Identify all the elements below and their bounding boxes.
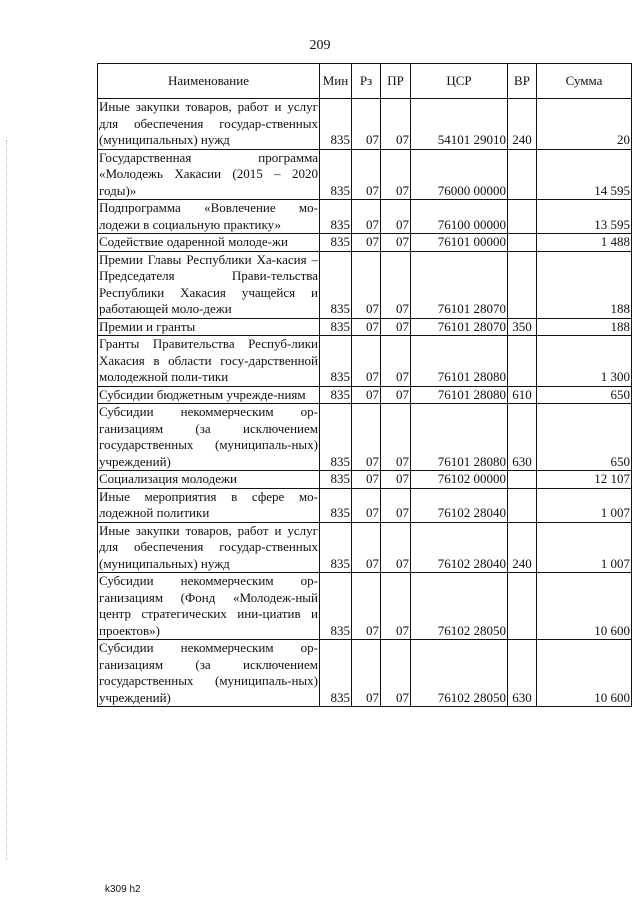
- cell-min: 835: [320, 573, 352, 640]
- cell-name: Иные мероприятия в сфере мо-лодежной политики: [99, 488, 318, 520]
- cell-csr: 76102 28040: [411, 522, 508, 573]
- cell-sum: 20: [537, 99, 632, 150]
- header-pr: ПР: [381, 64, 411, 99]
- header-min: Мин: [320, 64, 352, 99]
- table-row: [98, 318, 632, 336]
- cell-sum: 188: [537, 318, 632, 336]
- cell-vr: [508, 488, 537, 522]
- cell-pr: 07: [381, 149, 411, 200]
- cell-min: 835: [320, 149, 352, 200]
- cell-vr: [508, 471, 537, 489]
- binding-margin-marks: [6, 140, 8, 860]
- table-row: [98, 336, 632, 387]
- cell-pr: 07: [381, 573, 411, 640]
- cell-min: 835: [320, 488, 352, 522]
- cell-vr: 240: [508, 99, 537, 150]
- cell-rz: 07: [352, 251, 381, 318]
- cell-min: 835: [320, 471, 352, 489]
- cell-vr: [508, 251, 537, 318]
- cell-pr: 07: [381, 336, 411, 387]
- table-row: [98, 251, 632, 318]
- cell-csr: 76000 00000: [411, 149, 508, 200]
- cell-name: Субсидии некоммерческим ор-ганизациям (за исключением государственных (муниципаль-ных) учреждений): [99, 404, 318, 469]
- cell-name: Субсидии бюджетным учрежде-ниям: [98, 386, 320, 404]
- cell-pr: 07: [381, 522, 411, 573]
- cell-sum: 12 107: [537, 471, 632, 489]
- header-csr: ЦСР: [411, 64, 508, 99]
- header-vr: ВР: [508, 64, 537, 99]
- cell-name: Социализация молодежи: [98, 471, 320, 489]
- cell-name: Премии Главы Республики Ха-касия – Председателя Прави-тельства Республики Хакасия учащейся и работающей моло-дежи: [99, 251, 318, 316]
- cell-csr: 76101 28080: [411, 386, 508, 404]
- cell-pr: 07: [381, 251, 411, 318]
- cell-sum: 1 007: [537, 522, 632, 573]
- cell-sum: 1 007: [537, 488, 632, 522]
- cell-vr: 610: [508, 386, 537, 404]
- cell-name: Премии и гранты: [98, 318, 320, 336]
- cell-name: Гранты Правительства Респуб-лики Хакасия в области госу-дарственной молодежной поли-тики: [99, 336, 318, 384]
- cell-sum: 14 595: [537, 149, 632, 200]
- cell-pr: 07: [381, 99, 411, 150]
- table-row: [98, 200, 632, 234]
- table-row: [98, 99, 632, 150]
- cell-sum: 188: [537, 251, 632, 318]
- cell-vr: 630: [508, 404, 537, 471]
- header-rz: Рз: [352, 64, 381, 99]
- cell-rz: 07: [352, 234, 381, 252]
- cell-rz: 07: [352, 522, 381, 573]
- cell-rz: 07: [352, 318, 381, 336]
- table-row: [98, 573, 632, 640]
- cell-pr: 07: [381, 234, 411, 252]
- cell-min: 835: [320, 404, 352, 471]
- cell-min: 835: [320, 318, 352, 336]
- footer-code: k309 h2: [105, 884, 141, 895]
- header-name: Наименование: [98, 64, 320, 99]
- cell-pr: 07: [381, 471, 411, 489]
- cell-rz: 07: [352, 488, 381, 522]
- cell-min: 835: [320, 522, 352, 573]
- table-header-row: [98, 64, 632, 99]
- cell-min: 835: [320, 336, 352, 387]
- cell-vr: [508, 336, 537, 387]
- cell-rz: 07: [352, 99, 381, 150]
- table-row: [98, 640, 632, 707]
- cell-name: Субсидии некоммерческим ор-ганизациям (Фонд «Молодеж-ный центр стратегических ини-циатив и проектов»): [99, 573, 318, 638]
- cell-csr: 76102 00000: [411, 471, 508, 489]
- cell-csr: 76102 28040: [411, 488, 508, 522]
- cell-sum: 10 600: [537, 573, 632, 640]
- cell-vr: 350: [508, 318, 537, 336]
- cell-min: 835: [320, 200, 352, 234]
- cell-name: Иные закупки товаров, работ и услуг для обеспечения государ-ственных (муниципальных) нужд: [99, 522, 318, 571]
- cell-rz: 07: [352, 200, 381, 234]
- cell-name: Иные закупки товаров, работ и услуг для обеспечения государ-ственных (муниципальных) нужд: [99, 99, 318, 147]
- table-row: [98, 386, 632, 404]
- cell-vr: [508, 234, 537, 252]
- cell-rz: 07: [352, 573, 381, 640]
- table-row: [98, 522, 632, 573]
- cell-rz: 07: [352, 404, 381, 471]
- cell-pr: 07: [381, 404, 411, 471]
- cell-csr: 76101 28080: [411, 404, 508, 471]
- cell-rz: 07: [352, 471, 381, 489]
- cell-min: 835: [320, 640, 352, 707]
- cell-sum: 10 600: [537, 640, 632, 707]
- cell-name: Государственная программа «Молодежь Хакасии (2015 – 2020 годы)»: [99, 149, 318, 198]
- cell-csr: 76100 00000: [411, 200, 508, 234]
- cell-vr: [508, 573, 537, 640]
- cell-pr: 07: [381, 318, 411, 336]
- header-sum: Сумма: [537, 64, 632, 99]
- cell-vr: [508, 200, 537, 234]
- cell-rz: 07: [352, 386, 381, 404]
- table-row: [98, 471, 632, 489]
- cell-vr: 630: [508, 640, 537, 707]
- cell-rz: 07: [352, 149, 381, 200]
- cell-csr: 76101 28080: [411, 336, 508, 387]
- page-number: 209: [309, 38, 331, 53]
- cell-pr: 07: [381, 488, 411, 522]
- cell-sum: 1 300: [537, 336, 632, 387]
- cell-min: 835: [320, 251, 352, 318]
- cell-name: Содействие одаренной молоде-жи: [98, 234, 320, 252]
- cell-min: 835: [320, 386, 352, 404]
- cell-csr: 76102 28050: [411, 573, 508, 640]
- cell-sum: 650: [537, 404, 632, 471]
- cell-csr: 76101 28070: [411, 318, 508, 336]
- cell-name: Подпрограмма «Вовлечение мо-лодежи в социальную практику»: [99, 200, 318, 232]
- cell-vr: 240: [508, 522, 537, 573]
- table-row: [98, 234, 632, 252]
- cell-csr: 76102 28050: [411, 640, 508, 707]
- cell-sum: 1 488: [537, 234, 632, 252]
- cell-csr: 54101 29010: [411, 99, 508, 150]
- cell-csr: 76101 28070: [411, 251, 508, 318]
- cell-pr: 07: [381, 200, 411, 234]
- cell-pr: 07: [381, 386, 411, 404]
- budget-table: [97, 63, 632, 707]
- cell-vr: [508, 149, 537, 200]
- table-row: [98, 149, 632, 200]
- cell-min: 835: [320, 234, 352, 252]
- cell-pr: 07: [381, 640, 411, 707]
- cell-sum: 650: [537, 386, 632, 404]
- cell-min: 835: [320, 99, 352, 150]
- cell-csr: 76101 00000: [411, 234, 508, 252]
- table-row: [98, 488, 632, 522]
- cell-name: Субсидии некоммерческим ор-ганизациям (за исключением государственных (муниципаль-ных) учреждений): [99, 640, 318, 705]
- cell-rz: 07: [352, 640, 381, 707]
- cell-sum: 13 595: [537, 200, 632, 234]
- table-row: [98, 404, 632, 471]
- cell-rz: 07: [352, 336, 381, 387]
